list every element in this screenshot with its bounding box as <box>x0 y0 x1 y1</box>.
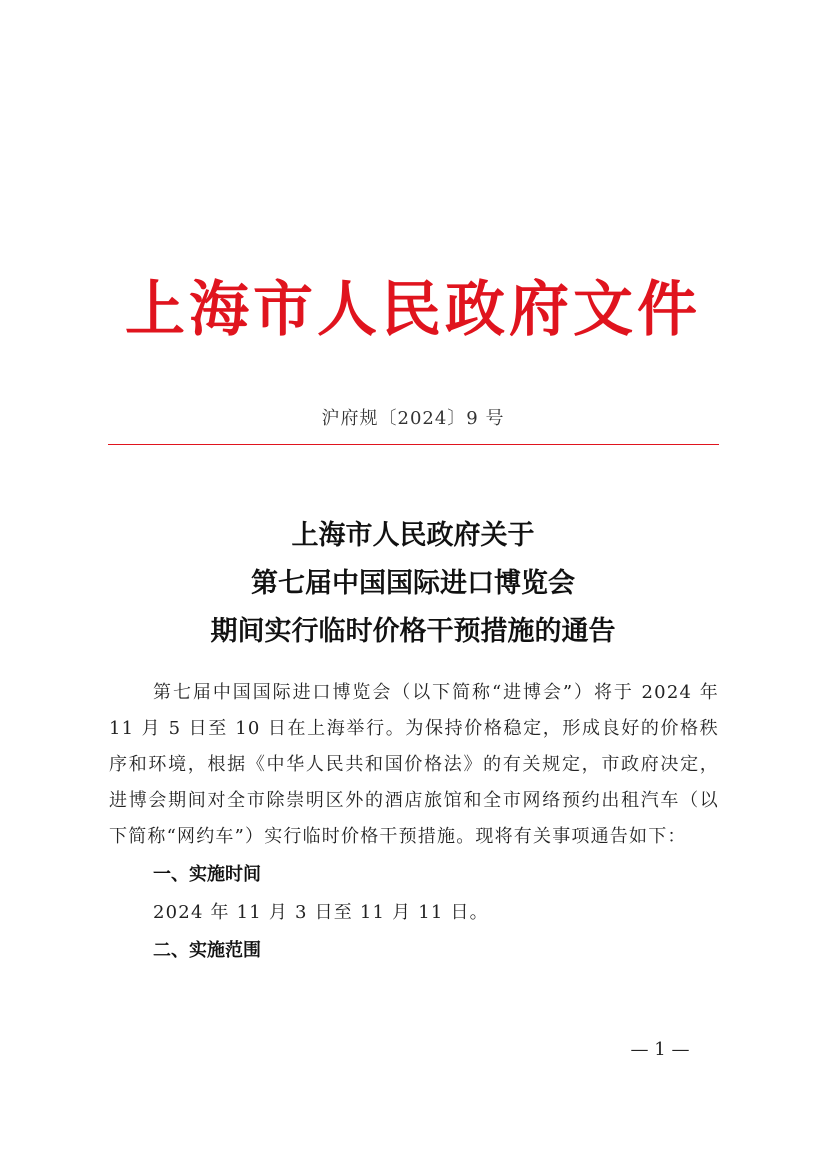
document-title <box>0 512 826 656</box>
section-heading-implementation-time: 一、实施时间 <box>153 864 261 885</box>
title-line-3: 期间实行临时价格干预措施的通告 <box>210 616 616 647</box>
issuer-header-title: 上海市人民政府文件 <box>125 275 701 345</box>
document-body <box>109 675 719 971</box>
title-line-2: 第七届中国国际进口博览会 <box>251 568 575 599</box>
implementation-time-text: 2024 年 11 月 3 日至 11 月 11 日。 <box>153 902 489 923</box>
intro-paragraph: 第七届中国国际进口博览会（以下简称“进博会”）将于 2024 年 11 月 5 日至 10 日在上海举行。为保持价格稳定，形成良好的价格秩序和环境，根据《中华人民共和国价格法》的有关规定，市政府决定，进博会期间对全市除崇明区外的酒店旅馆和全市网络预约出租汽车（以下简称“网约车”）实行临时价格干预措施。现将有关事项通告如下： <box>109 682 719 847</box>
section-heading-implementation-scope: 二、实施范围 <box>153 940 261 961</box>
document-number: 沪府规〔2024〕9 号 <box>321 408 505 429</box>
title-line-1: 上海市人民政府关于 <box>291 520 535 551</box>
page-number: — 1 — <box>630 1039 690 1060</box>
red-divider-line <box>108 444 719 445</box>
